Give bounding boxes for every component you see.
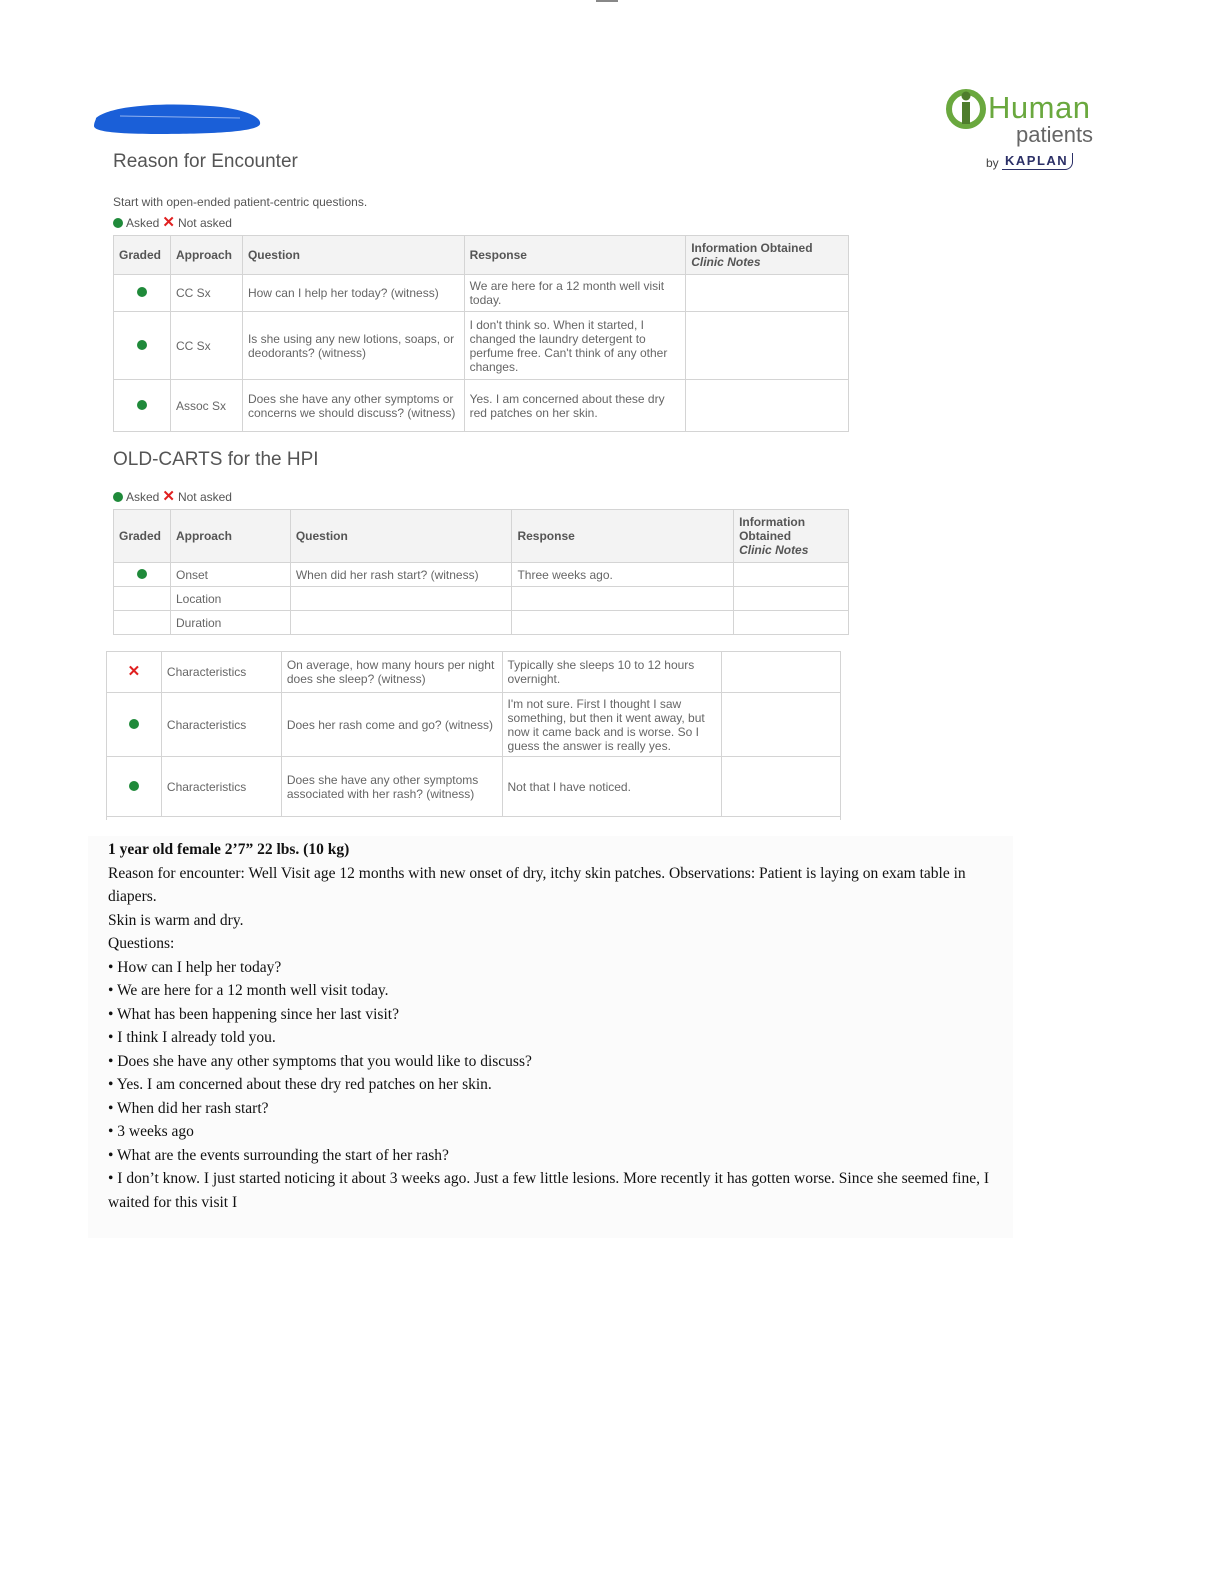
approach-cell: CC Sx xyxy=(170,312,242,380)
question-cell: Does her rash come and go? (witness) xyxy=(281,693,502,757)
table-row xyxy=(114,275,849,312)
ihuman-logo xyxy=(946,86,1116,181)
approach-cell: Location xyxy=(170,587,290,611)
notes-line: • Does she have any other symptoms that you would like to discuss? xyxy=(108,1052,532,1070)
table-row xyxy=(114,312,849,380)
table-cutoff-edge xyxy=(106,816,841,820)
notes-line: • What are the events surrounding the start of her rash? xyxy=(108,1146,449,1164)
asked-dot-icon xyxy=(137,569,147,579)
notes-line: Reason for encounter: Well Visit age 12 months with new onset of dry, itchy skin patches. Observations: Patient is laying on exam table in diapers. xyxy=(108,864,966,905)
question-cell: Does she have any other symptoms associated with her rash? (witness) xyxy=(281,757,502,817)
logo-company: KAPLAN xyxy=(1002,153,1073,170)
notes-line: • How can I help her today? xyxy=(108,958,282,976)
response-cell: I'm not sure. First I thought I saw something, but then it went away, but now it came back and is worse. So I guess the answer is really yes. xyxy=(502,693,722,757)
approach-cell: Onset xyxy=(170,563,290,587)
question-cell: Does she have any other symptoms or concerns we should discuss? (witness) xyxy=(242,380,464,432)
section-title-oldcarts: OLD-CARTS for the HPI xyxy=(113,449,319,470)
approach-cell: Characteristics xyxy=(161,757,281,817)
asked-dot-icon xyxy=(137,340,147,350)
question-cell xyxy=(290,587,512,611)
table-row xyxy=(107,652,841,693)
info-cell xyxy=(686,312,849,380)
table-row xyxy=(114,380,849,432)
response-cell: I don't think so. When it started, I changed the laundry detergent to perfume free. Can't think of any other changes. xyxy=(464,312,686,380)
col-header-question: Question xyxy=(242,236,464,275)
response-cell: We are here for a 12 month well visit today. xyxy=(464,275,686,312)
graded-cell xyxy=(114,312,171,380)
graded-cell xyxy=(114,563,171,587)
patient-notes xyxy=(88,836,1013,1238)
not-asked-x-icon: ✕ xyxy=(162,214,175,231)
section-title-reason: Reason for Encounter xyxy=(113,151,298,172)
top-page-mark xyxy=(596,0,618,2)
notes-line: • I don’t know. I just started noticing it about 3 weeks ago. Just a few little lesions. More recently it has gotten worse. Since she seemed fine, I waited for this visit I xyxy=(108,1170,989,1211)
response-cell: Yes. I am concerned about these dry red patches on her skin. xyxy=(464,380,686,432)
notes-line: • Yes. I am concerned about these dry red patches on her skin. xyxy=(108,1076,492,1093)
col-header-info-label: Information Obtained xyxy=(691,241,813,255)
notes-line: • We are here for a 12 month well visit today. xyxy=(108,982,389,999)
notes-line: • When did her rash start? xyxy=(108,1099,269,1117)
legend xyxy=(113,490,232,504)
not-asked-x-icon: ✕ xyxy=(127,663,141,680)
col-header-approach: Approach xyxy=(170,236,242,275)
col-header-info-sub: Clinic Notes xyxy=(691,255,761,269)
response-cell: Three weeks ago. xyxy=(512,563,734,587)
notes-line: Questions: xyxy=(108,935,175,952)
asked-dot-icon xyxy=(113,492,123,502)
graded-cell xyxy=(107,757,162,817)
col-header-approach: Approach xyxy=(170,510,290,563)
asked-dot-icon xyxy=(129,719,139,729)
approach-cell: Characteristics xyxy=(161,693,281,757)
info-cell xyxy=(722,757,841,817)
question-cell: Is she using any new lotions, soaps, or deodorants? (witness) xyxy=(242,312,464,380)
legend-not-asked: Not asked xyxy=(177,216,232,230)
question-cell: How can I help her today? (witness) xyxy=(242,275,464,312)
reason-table xyxy=(113,235,849,432)
approach-cell: CC Sx xyxy=(170,275,242,312)
question-cell: When did her rash start? (witness) xyxy=(290,563,512,587)
info-cell xyxy=(686,380,849,432)
legend xyxy=(113,216,232,230)
info-cell xyxy=(722,652,841,693)
oldcarts-table xyxy=(113,509,849,635)
graded-cell xyxy=(107,652,162,693)
approach-cell: Duration xyxy=(170,611,290,635)
section-subtitle: Start with open-ended patient-centric questions. xyxy=(113,195,368,209)
asked-dot-icon xyxy=(137,400,147,410)
table-row xyxy=(114,611,849,635)
info-cell xyxy=(722,693,841,757)
info-cell xyxy=(686,275,849,312)
logo-by: by xyxy=(986,156,999,170)
asked-dot-icon xyxy=(129,781,139,791)
logo-product: patients xyxy=(1016,122,1094,147)
characteristics-table xyxy=(106,651,841,817)
approach-cell: Characteristics xyxy=(161,652,281,693)
col-header-graded: Graded xyxy=(114,510,171,563)
col-header-graded: Graded xyxy=(114,236,171,275)
response-cell: Typically she sleeps 10 to 12 hours overnight. xyxy=(502,652,722,693)
col-header-info-sub: Clinic Notes xyxy=(739,543,809,557)
graded-cell xyxy=(107,693,162,757)
table-row xyxy=(114,563,849,587)
response-cell xyxy=(512,587,734,611)
table-row xyxy=(107,693,841,757)
notes-line: Skin is warm and dry. xyxy=(108,911,244,929)
legend-asked: Asked xyxy=(126,216,160,230)
notes-line: • What has been happening since her last visit? xyxy=(108,1005,399,1023)
col-header-question: Question xyxy=(290,510,512,563)
notes-heading: 1 year old female 2’7” 22 lbs. (10 kg) xyxy=(108,841,350,858)
asked-dot-icon xyxy=(113,218,123,228)
notes-lines xyxy=(108,862,1008,1215)
question-cell xyxy=(290,611,512,635)
notes-line: • 3 weeks ago xyxy=(108,1123,194,1140)
table-row xyxy=(114,587,849,611)
notes-line: • I think I already told you. xyxy=(108,1029,276,1046)
info-cell xyxy=(734,563,849,587)
approach-cell: Assoc Sx xyxy=(170,380,242,432)
col-header-response: Response xyxy=(512,510,734,563)
logo-brand: Human xyxy=(988,90,1091,125)
question-cell: On average, how many hours per night does she sleep? (witness) xyxy=(281,652,502,693)
asked-dot-icon xyxy=(137,287,147,297)
info-cell xyxy=(734,587,849,611)
ihuman-i-icon xyxy=(946,88,986,130)
response-cell: Not that I have noticed. xyxy=(502,757,722,817)
not-asked-x-icon: ✕ xyxy=(162,488,175,505)
col-header-info xyxy=(686,236,849,275)
redaction-scribble xyxy=(90,100,265,140)
legend-not-asked: Not asked xyxy=(177,490,232,504)
response-cell xyxy=(512,611,734,635)
graded-cell xyxy=(114,587,171,611)
col-header-info-label: Information Obtained xyxy=(739,515,806,543)
table-row xyxy=(107,757,841,817)
graded-cell xyxy=(114,611,171,635)
legend-asked: Asked xyxy=(126,490,160,504)
col-header-response: Response xyxy=(464,236,686,275)
graded-cell xyxy=(114,380,171,432)
graded-cell xyxy=(114,275,171,312)
col-header-info xyxy=(734,510,849,563)
info-cell xyxy=(734,611,849,635)
